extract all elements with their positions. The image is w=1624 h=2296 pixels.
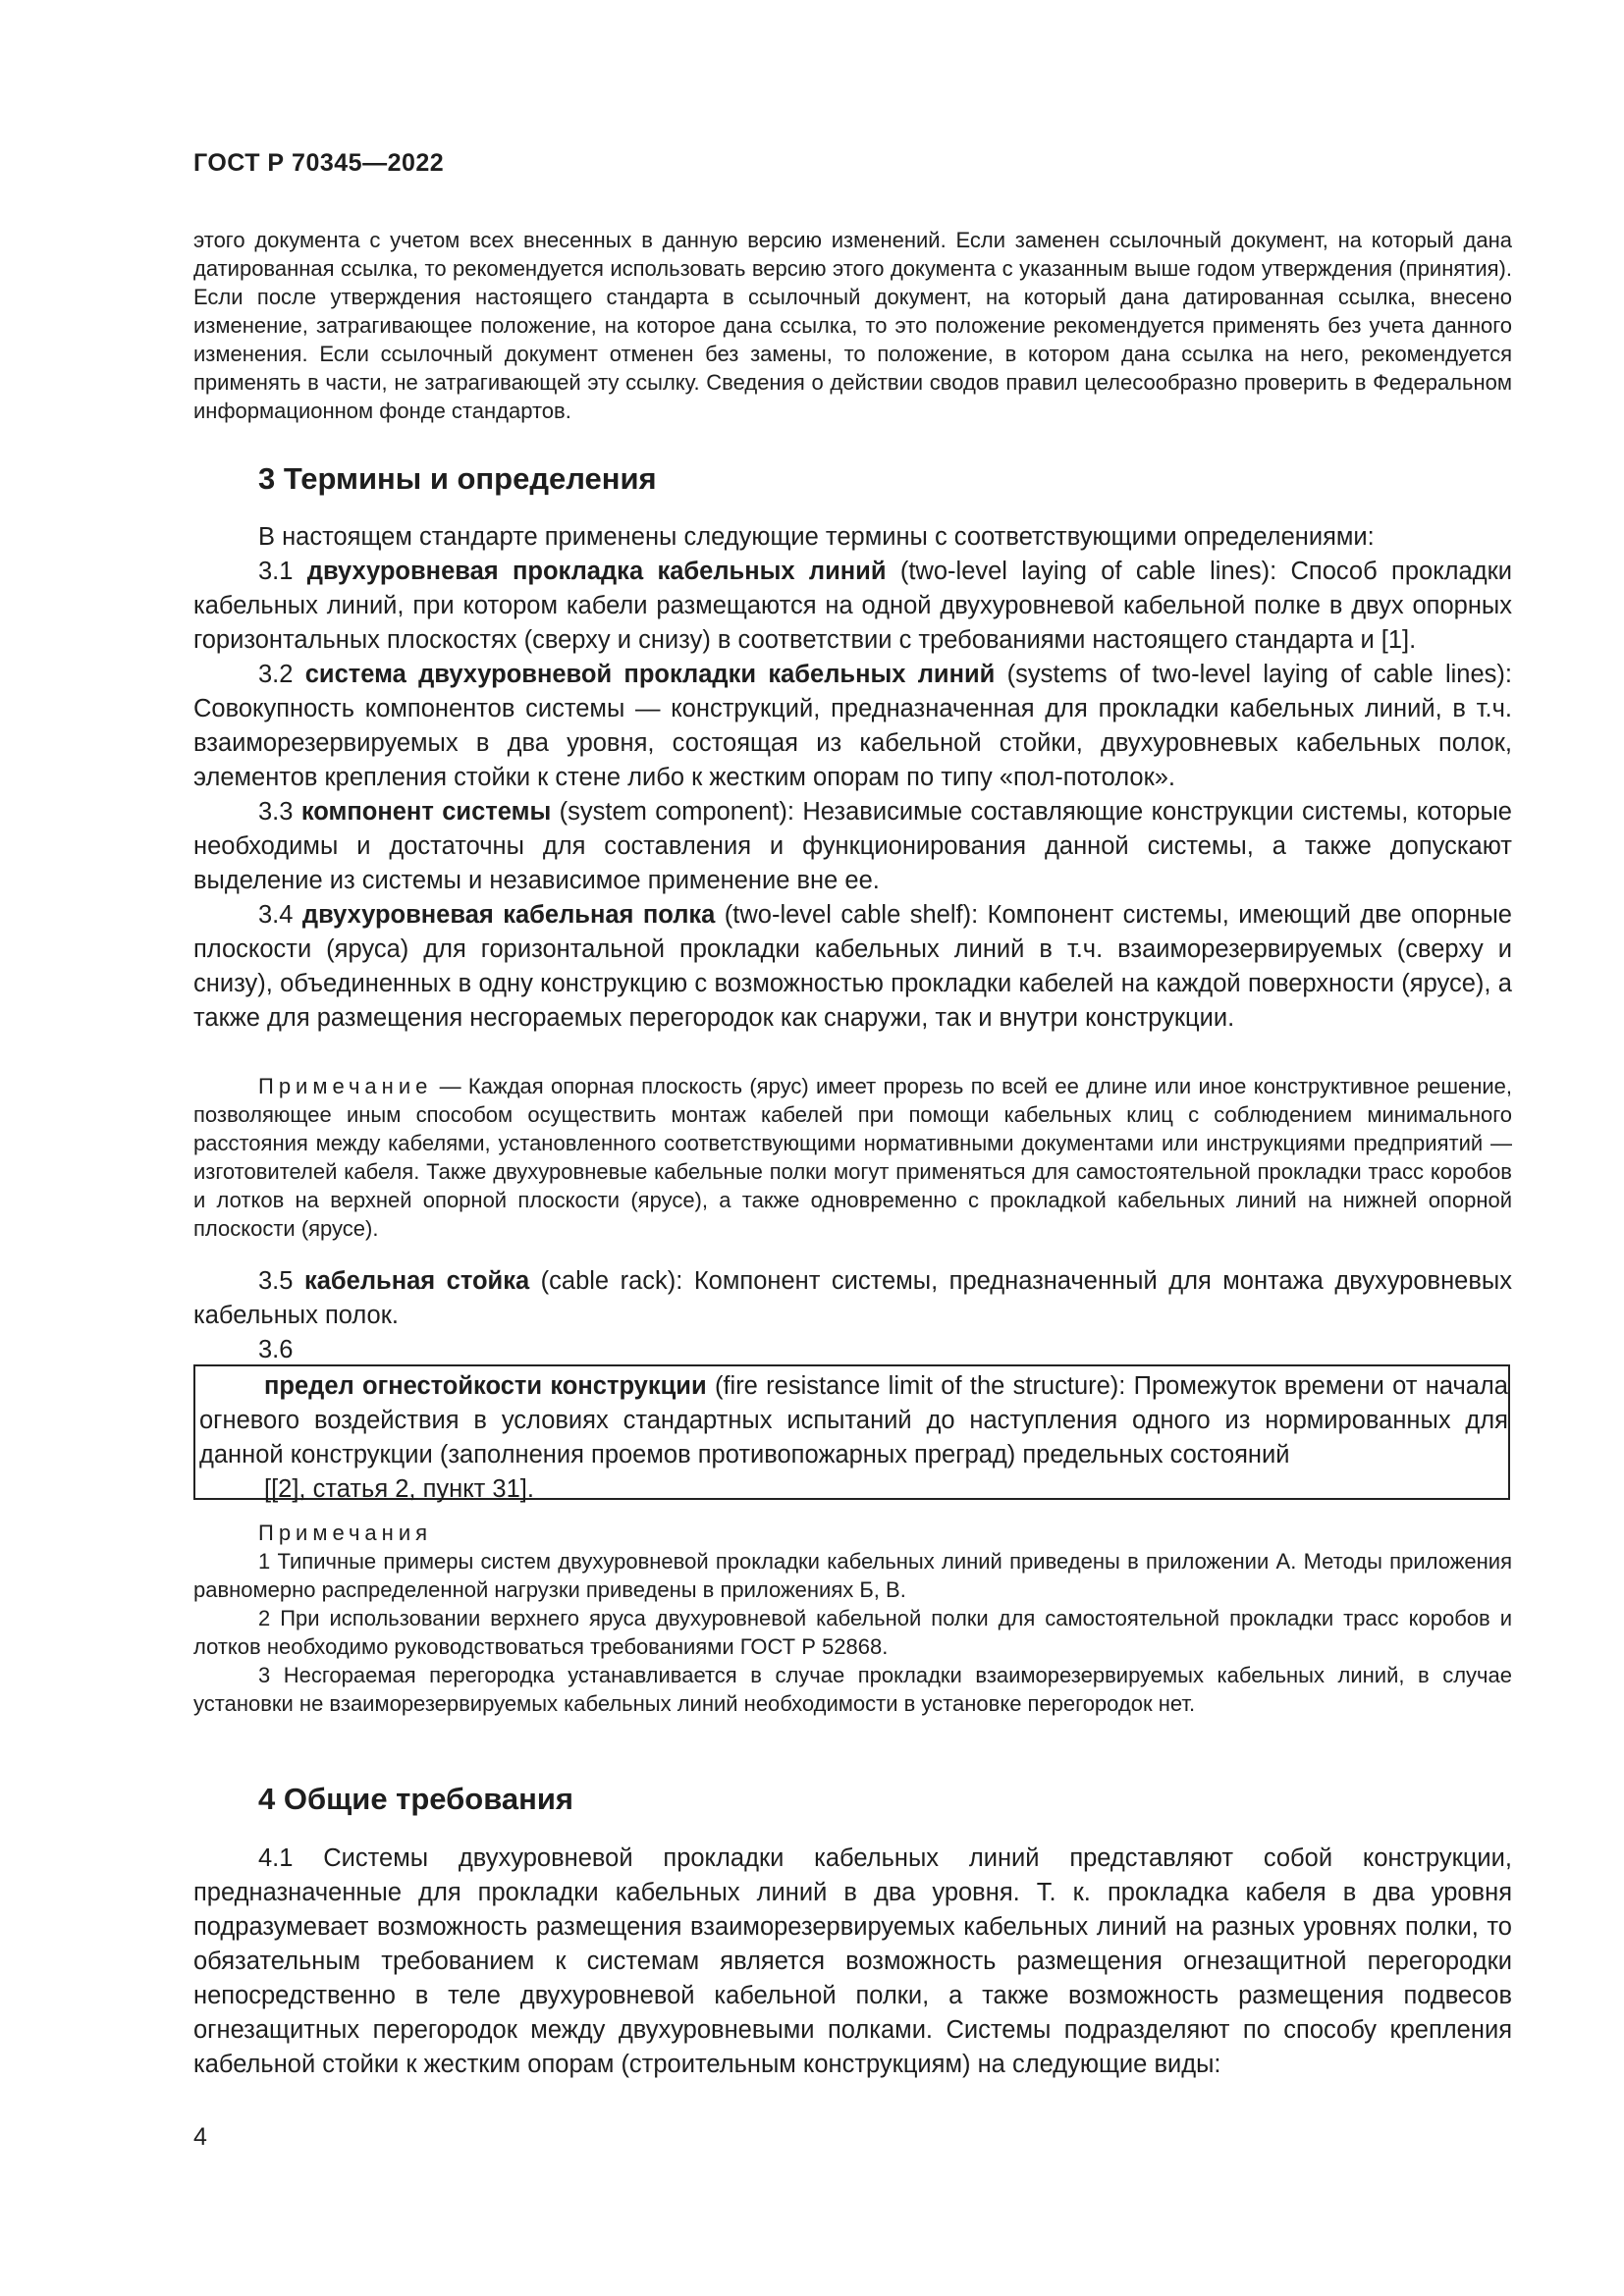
term-3-1: 3.1 двухуровневая прокладка кабельных линий (two-level laying of cable lines): Способ прокладки кабельных линий, при котором кабели размещаются на одной двухуровневой кабельной полке в двух опорных горизонтальных плоскостях (сверху и снизу) в соответствии с требованиями настоящего стандарта и [1]. bbox=[193, 558, 1512, 654]
section-4-body bbox=[193, 1842, 1512, 2082]
term-3-6-definition-box bbox=[193, 1364, 1510, 1503]
note-text: — Каждая опорная плоскость (ярус) имеет прорезь по всей ее длине или иное конструктивное решение, позволяющее иным способом осуществить монтаж кабелей при помощи кабельных клиц с соблюдением минимального расстояния между кабелями, установленного соответствующими нормативными документами или инструкциями предприятий — изготовителей кабеля. Также двухуровневые кабельные полки могут применяться для самостоятельной прокладки трасс коробов и лотков на верхней опорной плоскости (ярусе), а также одновременно с прокладкой кабельных линий на нижней опорной плоскости (ярусе). bbox=[193, 1074, 1512, 1241]
term-3-6: предел огнестойкости конструкции (fire resistance limit of the structure): Промежуток времени от начала огневого воздействия в условиях стандартных испытаний до наступления одного из нормированных для данной конструкции (заполнения проемов противопожарных преград) предельных состояний bbox=[199, 1372, 1508, 1468]
note-item: 3 Несгораемая перегородка устанавливается в случае прокладки взаиморезервируемых кабельных линий, в случае установки не взаиморезервируемых кабельных линий необходимости в установке перегородок нет. bbox=[193, 1663, 1512, 1716]
term-3-2-name: система двухуровневой прокладки кабельных линий bbox=[304, 661, 996, 688]
section-4-title: 4 Общие требования bbox=[258, 1782, 573, 1816]
document-number-header: ГОСТ Р 70345—2022 bbox=[193, 149, 445, 177]
intro-paragraph bbox=[193, 226, 1512, 425]
note-3-4 bbox=[193, 1072, 1512, 1243]
term-3-1-name: двухуровневая прокладка кабельных линий bbox=[306, 558, 887, 585]
term-3-3: 3.3 компонент системы (system component): Независимые составляющие конструкции системы, которые необходимы и достаточны для составления и функционирования данной системы, а также допускают выделение из системы и независимое применение вне ее. bbox=[193, 798, 1512, 894]
term-3-3-name: компонент системы bbox=[300, 798, 552, 826]
term-3-5: 3.5 кабельная стойка (cable rack): Компонент системы, предназначенный для монтажа двухуровневых кабельных полок. bbox=[193, 1267, 1512, 1329]
term-3-2: 3.2 система двухуровневой прокладки кабельных линий (systems of two-level laying of cable lines): Совокупность компонентов системы — конструкций, предназначенная для прокладки кабельных линий, в т.ч. взаиморезервируемых в два уровня, состоящая из кабельной стойки, двухуровневых кабельных полок, элементов крепления стойки к стене либо к жестким опорам по типу «пол-потолок». bbox=[193, 661, 1512, 791]
notes-label: Примечания bbox=[258, 1521, 433, 1545]
term-3-5-name: кабельная стойка bbox=[303, 1267, 530, 1295]
page-number: 4 bbox=[193, 2123, 207, 2151]
term-3-5-block bbox=[193, 1264, 1512, 1367]
section-3-body bbox=[193, 520, 1512, 1036]
note-label: Примечание bbox=[258, 1074, 433, 1098]
paragraph-4-1: 4.1 Системы двухуровневой прокладки кабельных линий представляют собой конструкции, предназначенные для прокладки кабельных линий в два уровня. Т. к. прокладка кабеля в два уровня подразумевает возможность размещения взаиморезервируемых кабельных линий на разных уровнях полки, то обязательным требованием к системам является возможность размещения огнезащитной перегородки непосредственно в теле двухуровневой кабельной полки, а также возможность размещения подвесов огнезащитных перегородок между двухуровневыми полками. Системы подразделяют по способу крепления кабельной стойки к жестким опорам (строительным конструкциям) на следующие виды: bbox=[193, 1844, 1512, 2078]
note-item: 2 При использовании верхнего яруса двухуровневой кабельной полки для самостоятельной прокладки трасс коробов и лотков необходимо руководствоваться требованиями ГОСТ Р 52868. bbox=[193, 1606, 1512, 1659]
term-3-6-reference: [[2], статья 2, пункт 31]. bbox=[264, 1475, 534, 1503]
term-3-4: 3.4 двухуровневая кабельная полка (two-level cable shelf): Компонент системы, имеющий две опорные плоскости (яруса) для горизонтальной прокладки кабельных линий в т.ч. взаиморезервируемых (сверху и снизу), объединенных в одну конструкцию с возможностью прокладки кабелей на каждой поверхности (ярусе), а также для размещения несгораемых перегородок как снаружи, так и внутри конструкции. bbox=[193, 901, 1512, 1032]
intro-text: этого документа с учетом всех внесенных в данную версию изменений. Если заменен ссылочный документ, на который дана датированная ссылка, то рекомендуется использовать версию этого документа с указанным выше годом утверждения (принятия). Если после утверждения настоящего стандарта в ссылочный документ, на который дана датированная ссылка, внесено изменение, затрагивающее положение, на которое дана ссылка, то это положение рекомендуется применять без учета данного изменения. Если ссылочный документ отменен без замены, то положение, в котором дана ссылка на него, рекомендуется применять в части, не затрагивающей эту ссылку. Сведения о действии сводов правил целесообразно проверить в Федеральном информационном фонде стандартов. bbox=[193, 228, 1512, 423]
section-3-lead: В настоящем стандарте применены следующие термины с соответствующими определениями: bbox=[258, 523, 1375, 551]
note-item: 1 Типичные примеры систем двухуровневой прокладки кабельных линий приведены в приложении А. Методы приложения равномерно распределенной нагрузки приведены в приложениях Б, В. bbox=[193, 1549, 1512, 1602]
section-3-title: 3 Термины и определения bbox=[258, 461, 657, 496]
notes-block bbox=[193, 1519, 1512, 1718]
term-3-4-name: двухуровневая кабельная полка bbox=[301, 901, 716, 929]
term-3-6-number: 3.6 bbox=[258, 1336, 294, 1363]
term-3-6-name: предел огнестойкости конструкции bbox=[264, 1372, 707, 1400]
